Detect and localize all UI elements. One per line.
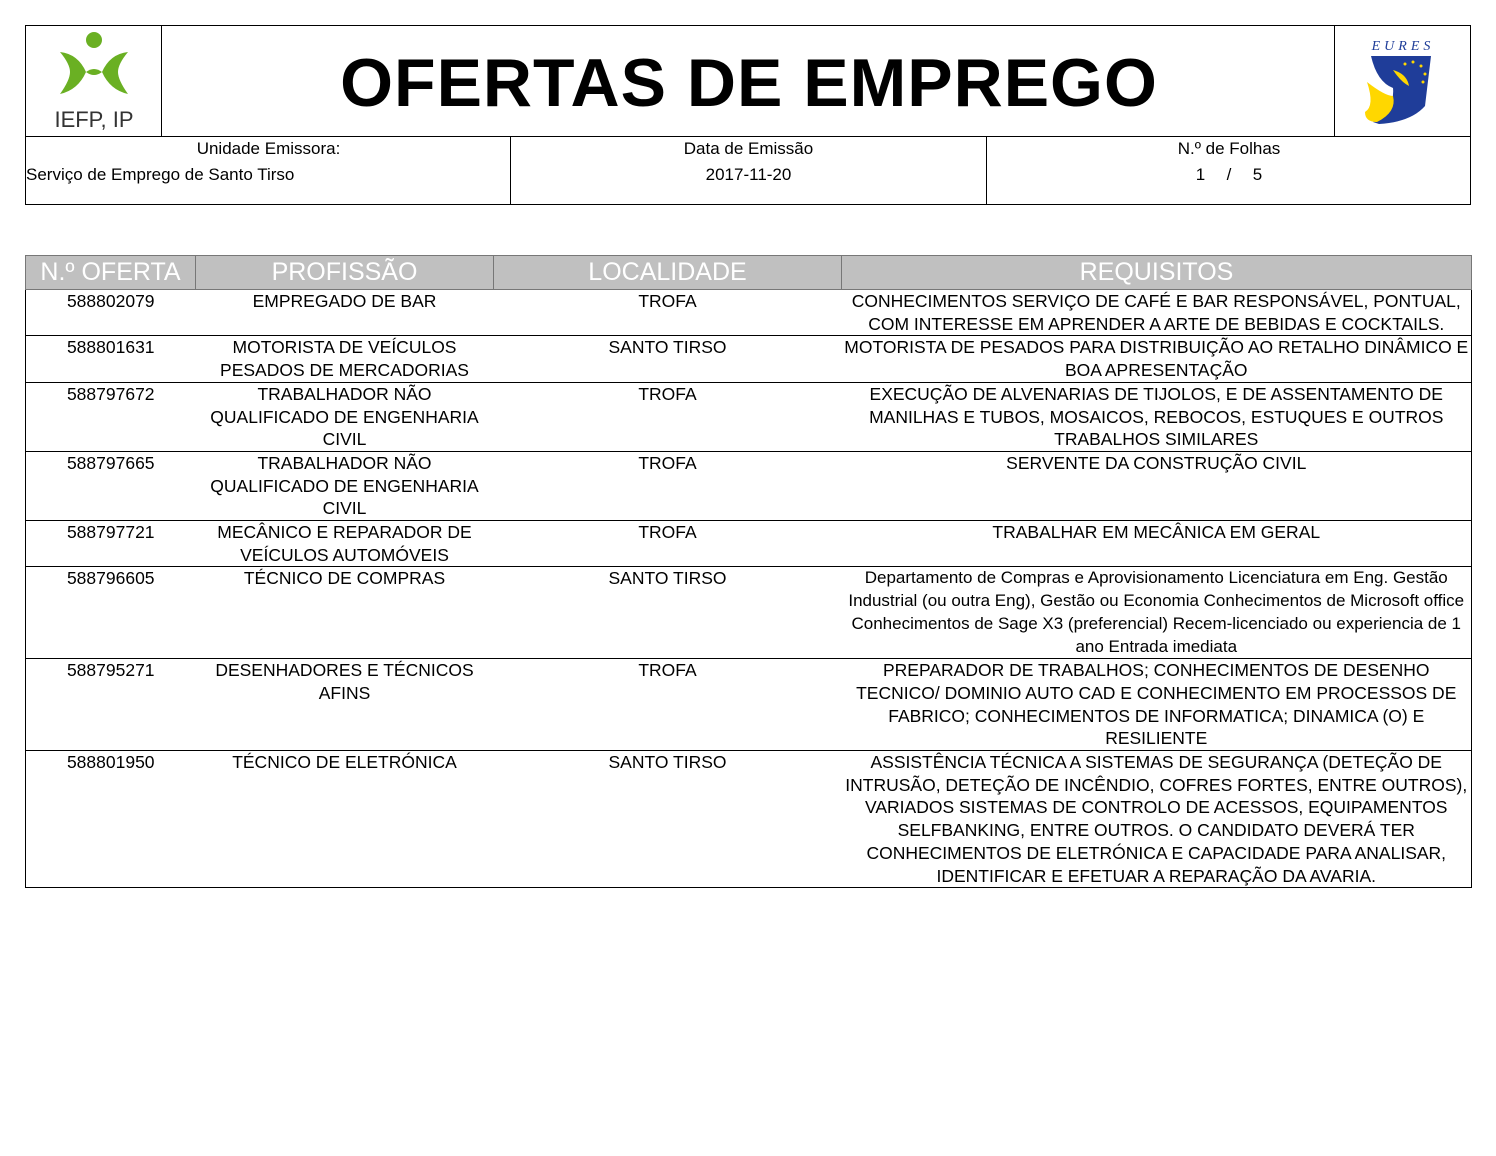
offer-profession: MECÂNICO E REPARADOR DE VEÍCULOS AUTOMÓVEIS [196, 521, 494, 567]
emitter-label: Unidade Emissora: [196, 139, 341, 158]
table-row [26, 751, 1472, 888]
offer-profession: TRABALHADOR NÃO QUALIFICADO DE ENGENHARIA CIVIL [196, 382, 494, 451]
offer-number: 588797721 [26, 521, 196, 567]
table-row [26, 382, 1472, 451]
table-row [26, 659, 1472, 751]
offer-location: TROFA [494, 451, 842, 520]
page-title: OFERTAS DE EMPREGO [340, 45, 1158, 121]
column-header-req: REQUISITOS [842, 256, 1472, 290]
info-row [26, 136, 1470, 205]
offer-number: 588797672 [26, 382, 196, 451]
offer-number: 588795271 [26, 659, 196, 751]
offer-profession: TRABALHADOR NÃO QUALIFICADO DE ENGENHARIA CIVIL [196, 451, 494, 520]
document-header [25, 25, 1471, 205]
column-header-prof: PROFISSÃO [196, 256, 494, 290]
sheets-total: 5 [1252, 165, 1263, 184]
offer-number: 588801950 [26, 751, 196, 888]
table-row [26, 521, 1472, 567]
date-value: 2017-11-20 [705, 165, 792, 184]
iefp-logo-text: IEFP, IP [54, 107, 134, 132]
iefp-logo-cell [26, 26, 162, 136]
table-row [26, 336, 1472, 382]
date-label: Data de Emissão [683, 139, 814, 158]
emitter-cell [26, 137, 511, 205]
offer-requirements: TRABALHAR EM MECÂNICA EM GERAL [842, 521, 1472, 567]
offer-location: SANTO TIRSO [494, 751, 842, 888]
emitter-value: Serviço de Emprego de Santo Tirso [26, 165, 295, 184]
column-header-num: N.º OFERTA [26, 256, 196, 290]
offer-location: TROFA [494, 659, 842, 751]
sheets-value [987, 165, 1471, 185]
offer-profession: DESENHADORES E TÉCNICOS AFINS [196, 659, 494, 751]
table-row [26, 451, 1472, 520]
sheets-separator: / [1226, 165, 1232, 184]
eures-logo-text: EURES [1371, 39, 1435, 54]
offer-requirements: ASSISTÊNCIA TÉCNICA A SISTEMAS DE SEGURANÇA (DETEÇÃO DE INTRUSÃO, DETEÇÃO DE INCÊNDIO, COFRES FORTES, ENTRE OUTROS), VARIADOS SISTEMAS DE CONTROLO DE ACESSOS, EQUIPAMENTOS SELFBANKING, ENTRE OUTROS. O CANDIDATO DEVERÁ TER CONHECIMENTOS DE ELETRÓNICA E CAPACIDADE PARA ANALISAR, IDENTIFICAR E EFETUAR A REPARAÇÃO DA AVARIA. [842, 751, 1472, 888]
table-row [26, 567, 1472, 659]
offer-profession: MOTORISTA DE VEÍCULOS PESADOS DE MERCADORIAS [196, 336, 494, 382]
offer-number: 588796605 [26, 567, 196, 659]
offer-location: TROFA [494, 382, 842, 451]
offer-profession: EMPREGADO DE BAR [196, 290, 494, 336]
iefp-logo-icon [26, 26, 162, 136]
sheets-cell [987, 137, 1471, 205]
eures-logo-icon [1335, 26, 1471, 136]
title-cell [162, 26, 1336, 136]
date-cell [511, 137, 987, 205]
offer-requirements: PREPARADOR DE TRABALHOS; CONHECIMENTOS DE DESENHO TECNICO/ DOMINIO AUTO CAD E CONHECIMENTO EM PROCESSOS DE FABRICO; CONHECIMENTOS DE INFORMATICA; DINAMICA (O) E RESILIENTE [842, 659, 1472, 751]
offer-profession: TÉCNICO DE ELETRÓNICA [196, 751, 494, 888]
offer-requirements: MOTORISTA DE PESADOS PARA DISTRIBUIÇÃO AO RETALHO DINÂMICO E BOA APRESENTAÇÃO [842, 336, 1472, 382]
column-header-loc: LOCALIDADE [494, 256, 842, 290]
sheets-current: 1 [1195, 165, 1206, 184]
offer-location: TROFA [494, 521, 842, 567]
offer-number: 588801631 [26, 336, 196, 382]
offer-profession: TÉCNICO DE COMPRAS [196, 567, 494, 659]
offer-requirements: Departamento de Compras e Aprovisionamento Licenciatura em Eng. Gestão Industrial (ou outra Eng), Gestão ou Economia Conhecimentos de Microsoft office Conhecimentos de Sage X3 (preferencial) Recem-licenciado ou experiencia de 1 ano Entrada imediata [842, 567, 1472, 659]
table-row [26, 290, 1472, 336]
offers-table [25, 255, 1472, 888]
offer-requirements: CONHECIMENTOS SERVIÇO DE CAFÉ E BAR RESPONSÁVEL, PONTUAL, COM INTERESSE EM APRENDER A ARTE DE BEBIDAS E COCKTAILS. [842, 290, 1472, 336]
offer-number: 588797665 [26, 451, 196, 520]
offer-location: SANTO TIRSO [494, 567, 842, 659]
offer-location: TROFA [494, 290, 842, 336]
offer-requirements: EXECUÇÃO DE ALVENARIAS DE TIJOLOS, E DE ASSENTAMENTO DE MANILHAS E TUBOS, MOSAICOS, REBOCOS, ESTUQUES E OUTROS TRABALHOS SIMILARES [842, 382, 1472, 451]
table-header-row [26, 256, 1472, 290]
offer-location: SANTO TIRSO [494, 336, 842, 382]
eures-logo-cell [1334, 26, 1470, 136]
sheets-label: N.º de Folhas [1177, 139, 1281, 158]
offer-number: 588802079 [26, 290, 196, 336]
offer-requirements: SERVENTE DA CONSTRUÇÃO CIVIL [842, 451, 1472, 520]
